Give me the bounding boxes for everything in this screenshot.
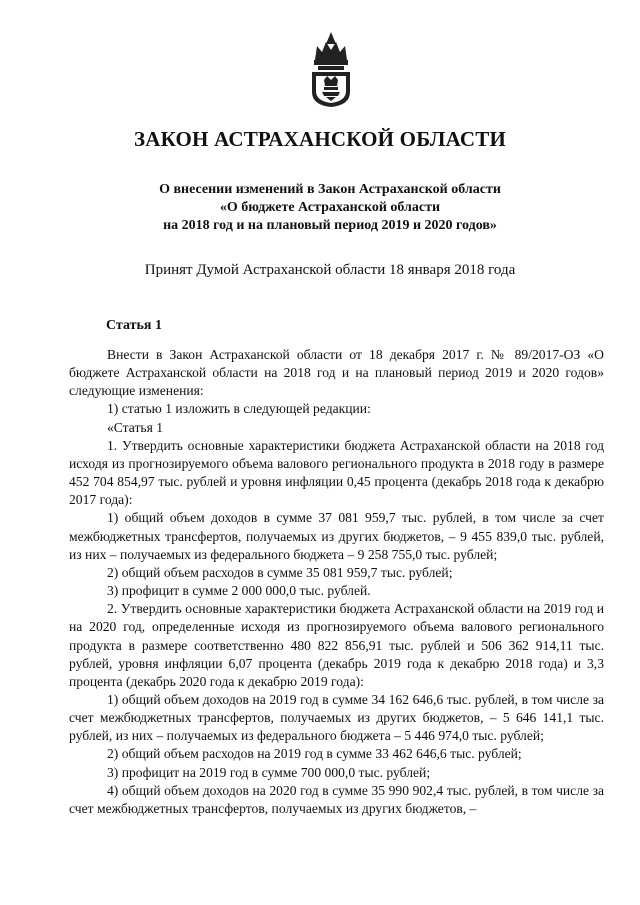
coat-of-arms-icon (302, 30, 360, 108)
paragraph: 4) общий объем доходов на 2020 год в сумме 35 990 902,4 тыс. рублей, в том числе за счет межбюджетных трансфертов, получаемых из других бюджетов, – (69, 782, 604, 816)
subtitle-line: «О бюджете Астраханской области (219, 200, 441, 215)
paragraph: Внести в Закон Астраханской области от 18 декабря 2017 г. № 89/2017-ОЗ «О бюджете Астраханской области на 2018 год и на плановый период 2019 и 2020 годов» следующие изменения: (69, 347, 604, 399)
subtitle-line: О внесении изменений в Закон Астраханской области (159, 182, 501, 197)
law-subtitle (60, 181, 600, 235)
paragraph: 1) статью 1 изложить в следующей редакции: (107, 401, 371, 417)
article-heading: Статья 1 (106, 318, 162, 333)
paragraph: 1) общий объем доходов на 2019 год в сумме 34 162 646,6 тыс. рублей, в том числе за счет межбюджетных трансфертов, получаемых из других бюджетов, – 5 646 141,1 тыс. рублей, из них – получаемых из федерального бюджета – 5 446 974,0 тыс. рублей; (69, 691, 604, 744)
paragraph: 2) общий объем расходов на 2019 год в сумме 33 462 646,6 тыс. рублей; (107, 746, 522, 762)
article-body (69, 346, 604, 818)
paragraph: 1) общий объем доходов в сумме 37 081 959,7 тыс. рублей, в том числе за счет межбюджетных трансфертов, получаемых из других бюджетов, – 9 455 839,0 тыс. рублей, из них – получаемых из федерального бюджета – 9 258 755,0 тыс. рублей; (69, 510, 604, 562)
paragraph: 1. Утвердить основные характеристики бюджета Астраханской области на 2018 год исходя из прогнозируемого объема валового регионального продукта в 2018 году в размере 452 704 854,97 тыс. рублей и уровня инфляции 0,45 процента (декабрь 2018 года к декабрю 2017 года): (69, 437, 604, 508)
adoption-statement: Принят Думой Астраханской области 18 января 2018 года (144, 262, 516, 278)
paragraph: «Статья 1 (107, 419, 164, 435)
paragraph: 3) профицит в сумме 2 000 000,0 тыс. рублей. (107, 583, 371, 599)
paragraph: 2. Утвердить основные характеристики бюджета Астраханской области на 2019 год и на 2020 год, определенные исходя из прогнозируемого объема валового регионального продукта в размере соответственно 480 822 856,91 тыс. рублей и 506 362 914,11 тыс. рублей, уровня инфляции 6,07 процента (декабрь 2019 года к декабрю 2018 года) и 3,3 процента (декабрь 2020 года к декабрю 2019 года): (69, 601, 604, 689)
paragraph: 3) профицит на 2019 год в сумме 700 000,0 тыс. рублей; (107, 764, 431, 780)
paragraph: 2) общий объем расходов в сумме 35 081 959,7 тыс. рублей; (107, 564, 453, 580)
law-title: ЗАКОН АСТРАХАНСКОЙ ОБЛАСТИ (133, 127, 507, 151)
subtitle-line: на 2018 год и на плановый период 2019 и 2020 годов» (163, 218, 497, 233)
